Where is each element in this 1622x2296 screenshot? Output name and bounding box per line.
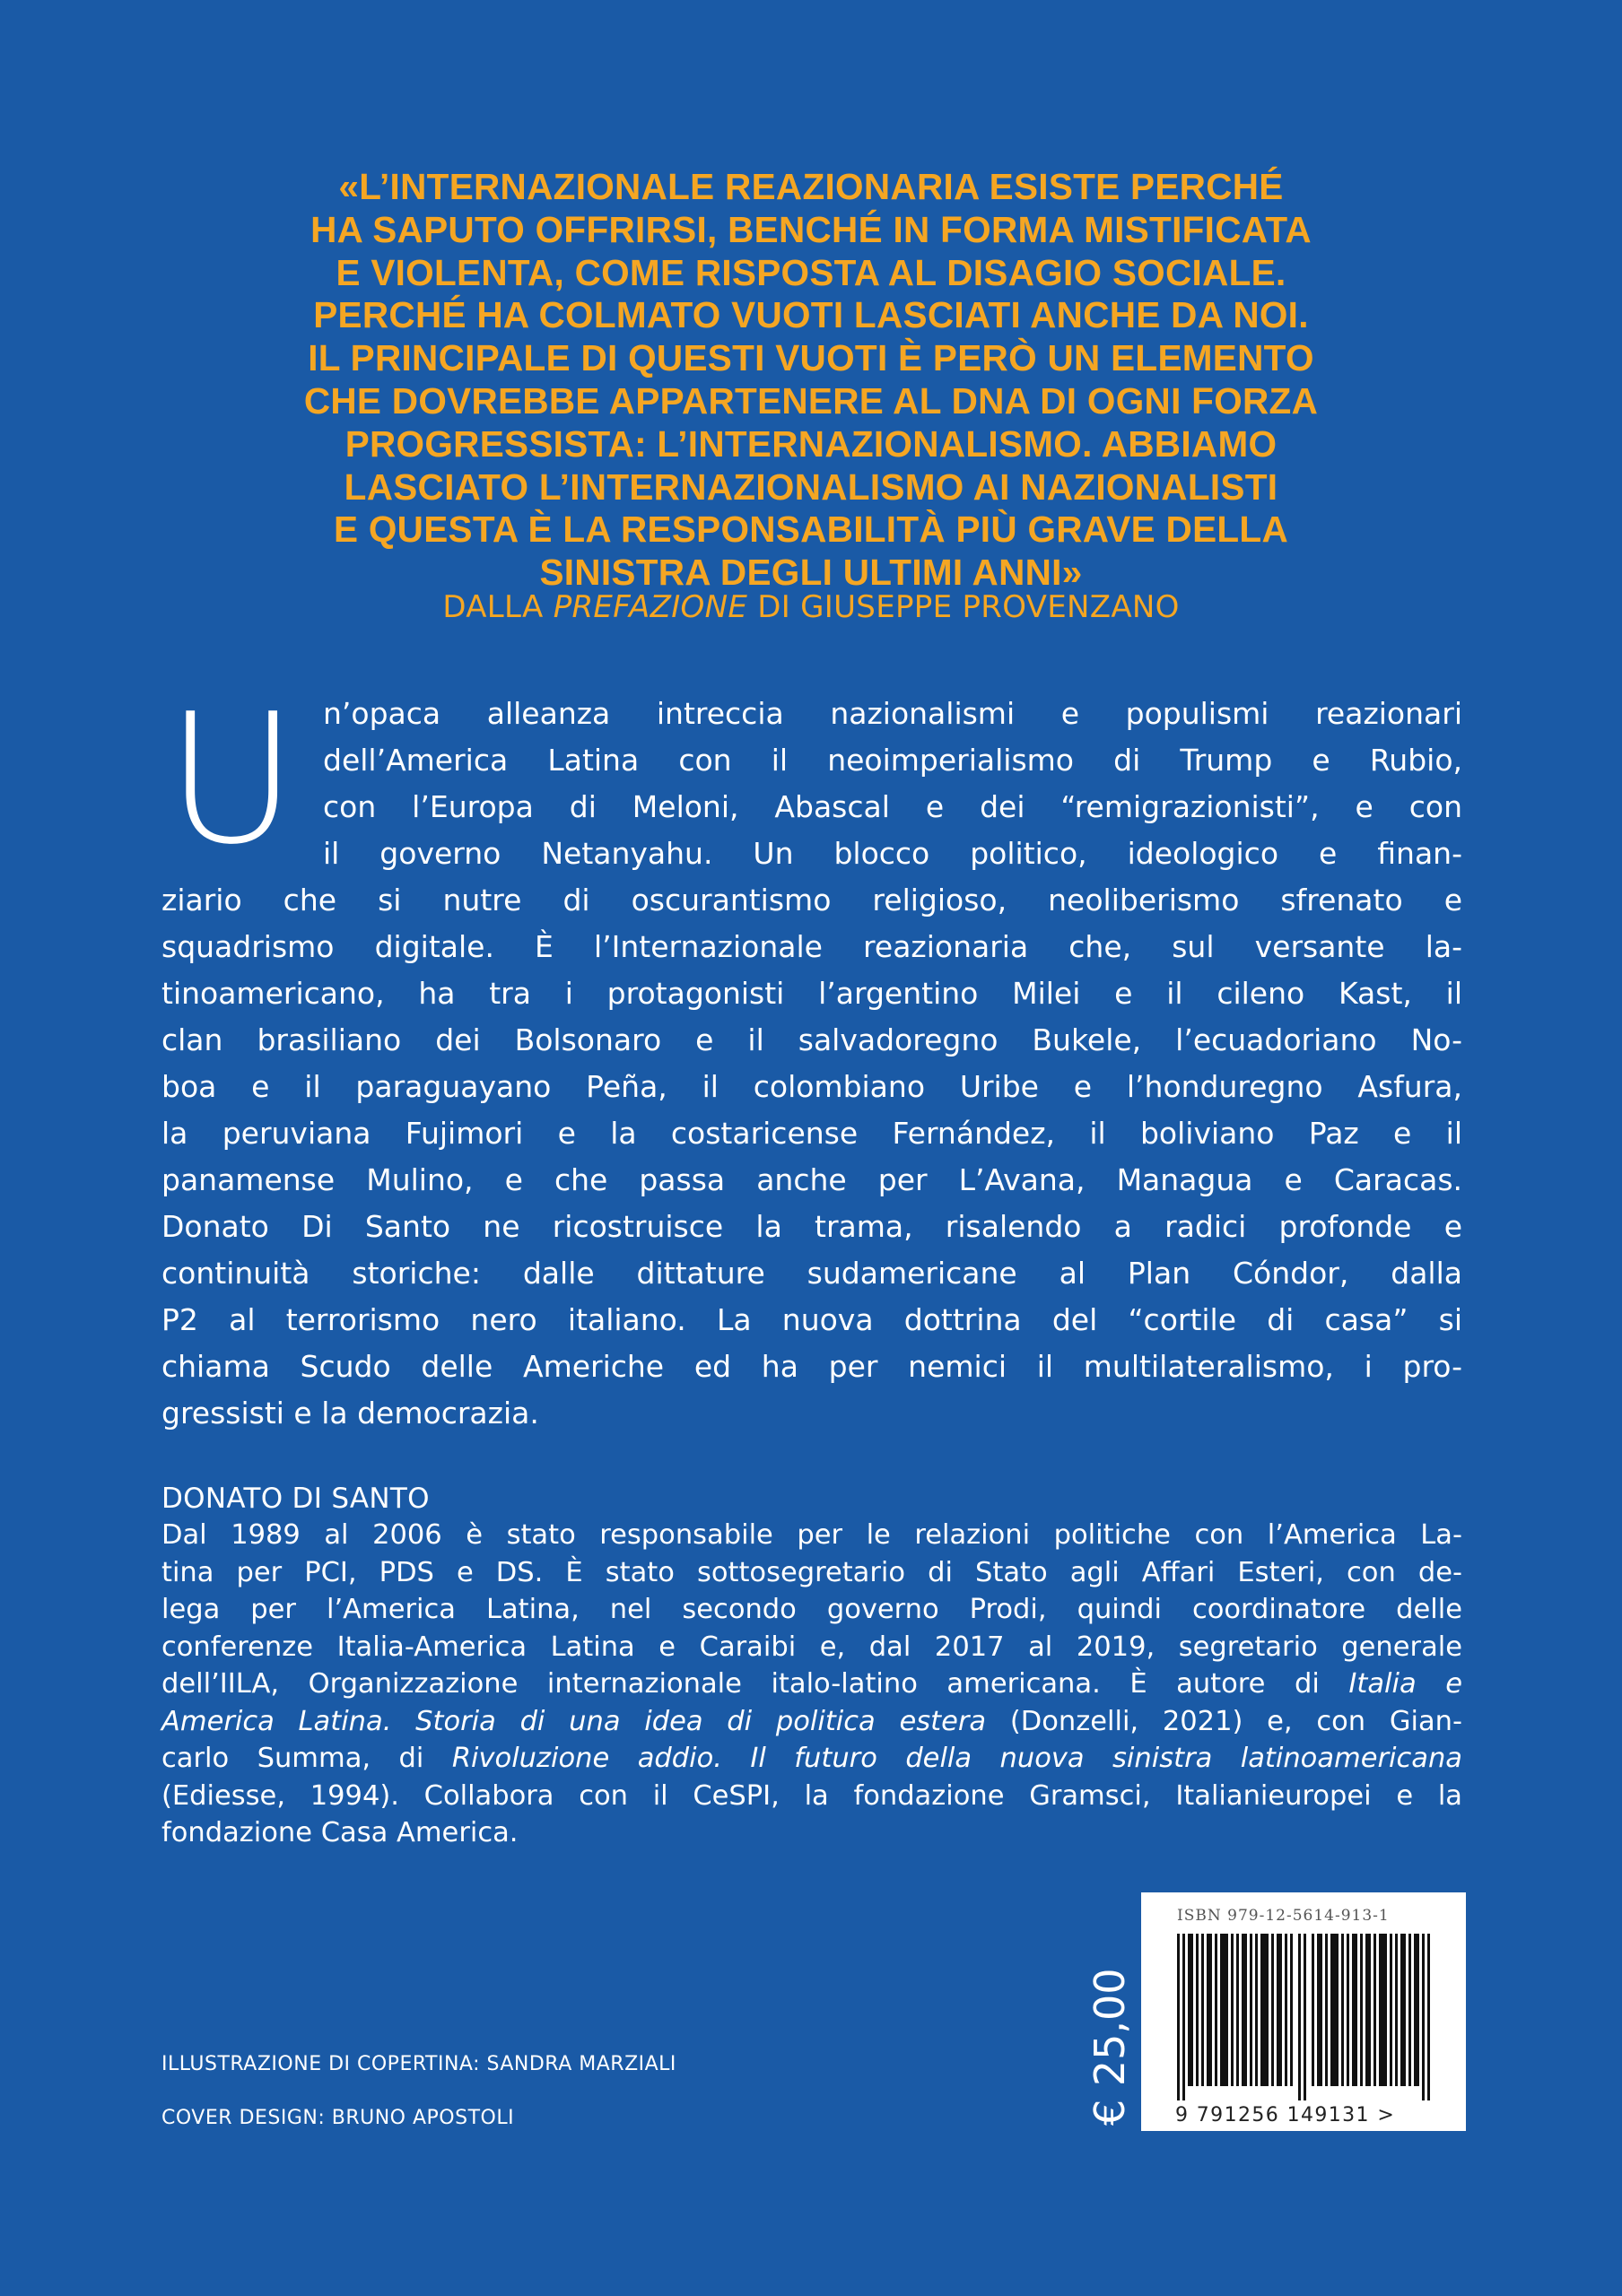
pull-quote — [170, 166, 1452, 595]
synopsis-line: Donato Di Santo ne ricostruisce la trama, risalendo a radici profonde e — [161, 1209, 1462, 1244]
synopsis-line: chiama Scudo delle Americhe ed ha per nemici il multilateralismo, i pro- — [161, 1349, 1462, 1384]
attribution-source: PREFAZIONE — [553, 589, 748, 625]
bio-line: (Ediesse, 1994). Collabora con il CeSPI, la fondazione Gramsci, Italianieuropei e la — [161, 1779, 1462, 1812]
attribution-prefix: DALLA — [442, 589, 554, 625]
quote-line: PERCHÉ HA COLMATO VUOTI LASCIATI ANCHE DA NOI. — [313, 294, 1309, 336]
synopsis-line: panamense Mulino, e che passa anche per L’Avana, Managua e Caracas. — [161, 1162, 1462, 1197]
quote-line: LASCIATO L’INTERNAZIONALISMO AI NAZIONALISTI — [344, 465, 1278, 508]
bio-line — [161, 1740, 1462, 1778]
synopsis-line: il governo Netanyahu. Un blocco politico, ideologico e finan- — [323, 836, 1462, 871]
attribution-author: DI GIUSEPPE PROVENZANO — [747, 589, 1180, 625]
illustration-credit: ILLUSTRAZIONE DI COPERTINA: SANDRA MARZIALI — [161, 2053, 676, 2075]
bio-line — [161, 1665, 1462, 1703]
author-bio — [161, 1517, 1462, 1852]
synopsis-line: dell’America Latina con il neoimperialismo di Trump e Rubio, — [323, 743, 1462, 778]
book-title: America Latina. Storia di una idea di politica estera — [161, 1705, 987, 1737]
quote-attribution — [170, 587, 1452, 627]
synopsis-line: gressisti e la democrazia. — [161, 1396, 539, 1431]
synopsis-line: boa e il paraguayano Peña, il colombiano Uribe e l’honduregno Asfura, — [161, 1069, 1462, 1104]
book-title: Rivoluzione addio. Il futuro della nuova sinistra latinoamericana — [451, 1743, 1462, 1774]
quote-line: «L’INTERNAZIONALE REAZIONARIA ESISTE PERCHÉ — [338, 166, 1284, 207]
synopsis-line: tinoamericano, ha tra i protagonisti l’argentino Milei e il cileno Kast, il — [161, 976, 1462, 1011]
bio-line: tina per PCI, PDS e DS. È stato sottosegretario di Stato agli Affari Esteri, con de- — [161, 1556, 1462, 1588]
bio-line: fondazione Casa America. — [161, 1817, 519, 1848]
synopsis-line: n’opaca alleanza intreccia nazionalismi e populismi reazionari — [323, 696, 1462, 731]
barcode-icon — [1177, 1934, 1430, 2100]
author-heading: DONATO DI SANTO — [161, 1483, 430, 1515]
synopsis-line: clan brasiliano dei Bolsonaro e il salvadoregno Bukele, l’ecuadoriano No- — [161, 1022, 1462, 1057]
quote-line: HA SAPUTO OFFRIRSI, BENCHÉ IN FORMA MISTIFICATA — [310, 208, 1312, 250]
barcode-digits: 9 791256 149131 > — [1175, 2104, 1396, 2126]
bio-text: carlo Summa, di — [161, 1743, 452, 1774]
synopsis — [161, 675, 1462, 1437]
quote-line: CHE DOVREBBE APPARTENERE AL DNA DI OGNI FORZA — [303, 379, 1319, 422]
bio-line: Dal 1989 al 2006 è stato responsabile per le relazioni politiche con l’America La- — [161, 1519, 1462, 1551]
design-credit: COVER DESIGN: BRUNO APOSTOLI — [161, 2107, 515, 2129]
price-label: € 25,00 — [1086, 1968, 1134, 2126]
quote-line: SINISTRA DEGLI ULTIMI ANNI» — [539, 552, 1083, 594]
synopsis-line: con l’Europa di Meloni, Abascal e dei “remigrazionisti”, e con — [323, 789, 1462, 824]
bio-text: dell’IILA, Organizzazione internazionale italo-latino americana. È autore di — [161, 1668, 1349, 1700]
quote-line: IL PRINCIPALE DI QUESTI VUOTI È PERÒ UN ELEMENTO — [308, 337, 1314, 379]
isbn-label: ISBN 979-12-5614-913-1 — [1177, 1907, 1390, 1925]
synopsis-line: ziario che si nutre di oscurantismo religioso, neoliberismo sfrenato e — [161, 883, 1462, 918]
drop-cap: U — [166, 675, 298, 884]
bio-line: lega per l’America Latina, nel secondo governo Prodi, quindi coordinatore delle — [161, 1594, 1462, 1625]
bio-text: (Donzelli, 2021) e, con Gian- — [986, 1705, 1462, 1737]
synopsis-line: la peruviana Fujimori e la costaricense Fernández, il boliviano Paz e il — [161, 1116, 1462, 1151]
quote-line: PROGRESSISTA: L’INTERNAZIONALISMO. ABBIAMO — [344, 422, 1278, 465]
barcode-box — [1141, 1892, 1466, 2131]
bio-line — [161, 1703, 1462, 1741]
quote-line: E QUESTA È LA RESPONSABILITÀ PIÙ GRAVE DELLA — [333, 509, 1289, 551]
synopsis-line: squadrismo digitale. È l’Internazionale reazionaria che, sul versante la- — [161, 929, 1462, 964]
synopsis-line: continuità storiche: dalle dittature sudamericane al Plan Cóndor, dalla — [161, 1256, 1462, 1291]
book-title: Italia e — [1348, 1668, 1462, 1700]
quote-line: E VIOLENTA, COME RISPOSTA AL DISAGIO SOCIALE. — [336, 251, 1286, 293]
bio-line: conferenze Italia-America Latina e Caraibi e, dal 2017 al 2019, segretario generale — [161, 1631, 1462, 1663]
synopsis-line: P2 al terrorismo nero italiano. La nuova dottrina del “cortile di casa” si — [161, 1302, 1462, 1337]
